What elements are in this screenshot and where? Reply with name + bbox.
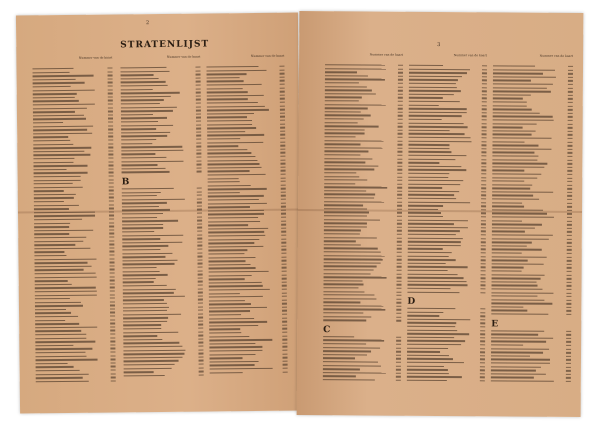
page-title: STRATENLIJST [120, 39, 210, 51]
street-column-5 [407, 54, 487, 383]
right-page [297, 11, 584, 417]
street-entry [124, 373, 204, 377]
street-entry [323, 378, 401, 382]
street-column-2 [120, 56, 203, 378]
map-number-header: Nummer van de kaart [453, 53, 488, 58]
right-page-number: 3 [437, 41, 441, 48]
map-number-header: Nummer van de kaart [369, 52, 404, 57]
section-letter: C [323, 324, 331, 335]
street-entry [210, 370, 288, 374]
map-number-header: Nummer van de kaart [78, 55, 113, 60]
left-page [16, 13, 302, 414]
map-number-header: Nummer van de kaart [539, 53, 574, 58]
section-letter: D [407, 296, 416, 307]
left-page-number: 2 [145, 20, 150, 27]
street-column-3 [206, 55, 287, 375]
map-number-header: Nummer van de kaart [250, 53, 285, 59]
section-letter: E [491, 318, 499, 329]
street-entry [491, 379, 571, 383]
street-column-6 [491, 54, 573, 383]
section-letter: B [121, 177, 130, 188]
street-entry [407, 379, 485, 383]
street-column-1 [32, 56, 115, 383]
street-column-4 [323, 53, 403, 382]
street-entry [36, 379, 116, 383]
map-number-header: Nummer van de kaart [166, 54, 201, 59]
